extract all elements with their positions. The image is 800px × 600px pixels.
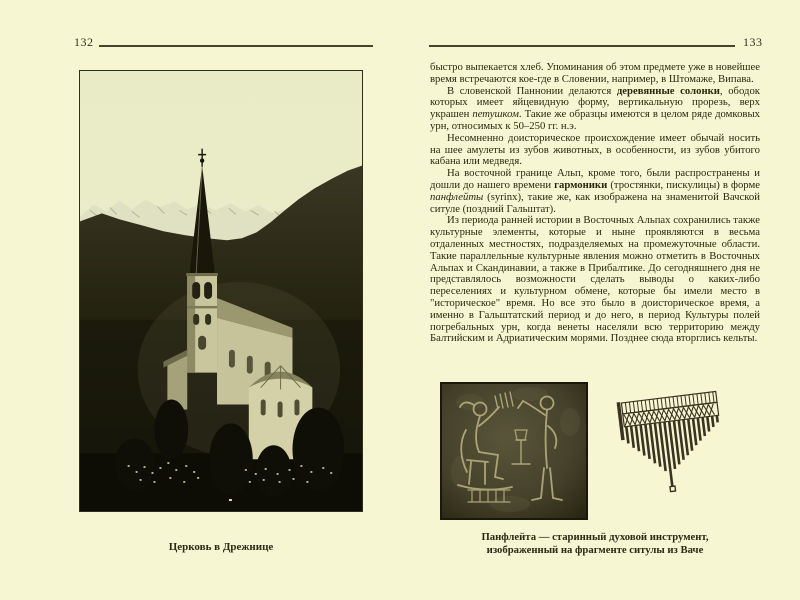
situla-relief-art — [440, 382, 588, 520]
text-run: , ободок которых имеет яйцевидную форму, вертикальную прорезь, верх украшен — [430, 84, 760, 121]
bold-term: гармоники — [554, 178, 608, 191]
text-run: . Такие же образцы имеются в целом ряде домковых урн, относимых к 50–250 гг. н.э. — [430, 108, 760, 132]
header-rule-right — [429, 45, 735, 47]
panpipe-drawing-art — [610, 386, 732, 508]
page-number-left: 132 — [74, 35, 94, 49]
text-run: (syrinx), такие же, как изображена на знаменитой Вачской ситуле (поздний Гальштат). — [430, 190, 760, 215]
church-photo — [79, 70, 363, 512]
paragraph-5 — [430, 215, 760, 345]
church-photo-art — [80, 71, 362, 511]
text-run: Несомненно доисторическое происхождение имеет обычай носить на шее амулеты из зубов животных, в особенности, из зубов убитого кабана или медведя. — [430, 131, 760, 168]
paragraph-2 — [430, 86, 760, 133]
body-text-column — [430, 62, 760, 345]
bold-term: деревянные солонки — [616, 84, 720, 97]
italic-term: петушком — [472, 108, 519, 121]
panpipe-figure — [610, 386, 732, 508]
figure-caption — [430, 531, 760, 557]
paragraph-1 — [430, 62, 760, 86]
text-run: Из периода ранней истории в Восточных Альпах сохранились также культурные элементы, которые и ныне проявляются в весьма отдаленных местностях, подразделяемых на промежуточные области. Такие параллельные культурные явления можно отметить в Восточных Альпах и Скандинавии, а также в Прибалтике. До сегодняшнего дня не представлялось возможности сделать выводы о каких-либо переселениях и культурном обмене, которые бы имели место в "историческое" время. Но все это было в доисторическое время, а именно в Гальштатский период и до него, в период Культуры полей погребальных урн, когда венеты населяли всю территорию между Балтийским и Адриатическим морями. Позднее сюда вторглись кельты. — [430, 214, 760, 345]
italic-term: панфлейты — [430, 190, 484, 203]
situla-relief-figure — [440, 382, 588, 520]
page-number-right: 133 — [743, 35, 763, 49]
header-rule-left — [99, 45, 373, 47]
figure-caption-line1: Панфлейта — старинный духовой инструмент, — [481, 531, 709, 543]
text-run: (тростянки, пискулицы) в форме — [607, 178, 760, 191]
paragraph-4 — [430, 168, 760, 215]
figure-caption-line2: изображенный на фрагменте ситулы из Ваче — [486, 544, 704, 556]
text-run: быстро выпекается хлеб. Упоминания об этом предмете уже в новейшее время встречаются кое-где в Словении, например, в Штомаже, Випава. — [430, 61, 760, 85]
text-run: В словенской Паннонии делаются — [447, 84, 617, 97]
photo-caption: Церковь в Дрежнице — [168, 541, 274, 553]
text-run: На восточной границе Альп, кроме того, были распространены и дошли до нашего времени — [430, 167, 760, 191]
paragraph-3 — [430, 133, 760, 168]
